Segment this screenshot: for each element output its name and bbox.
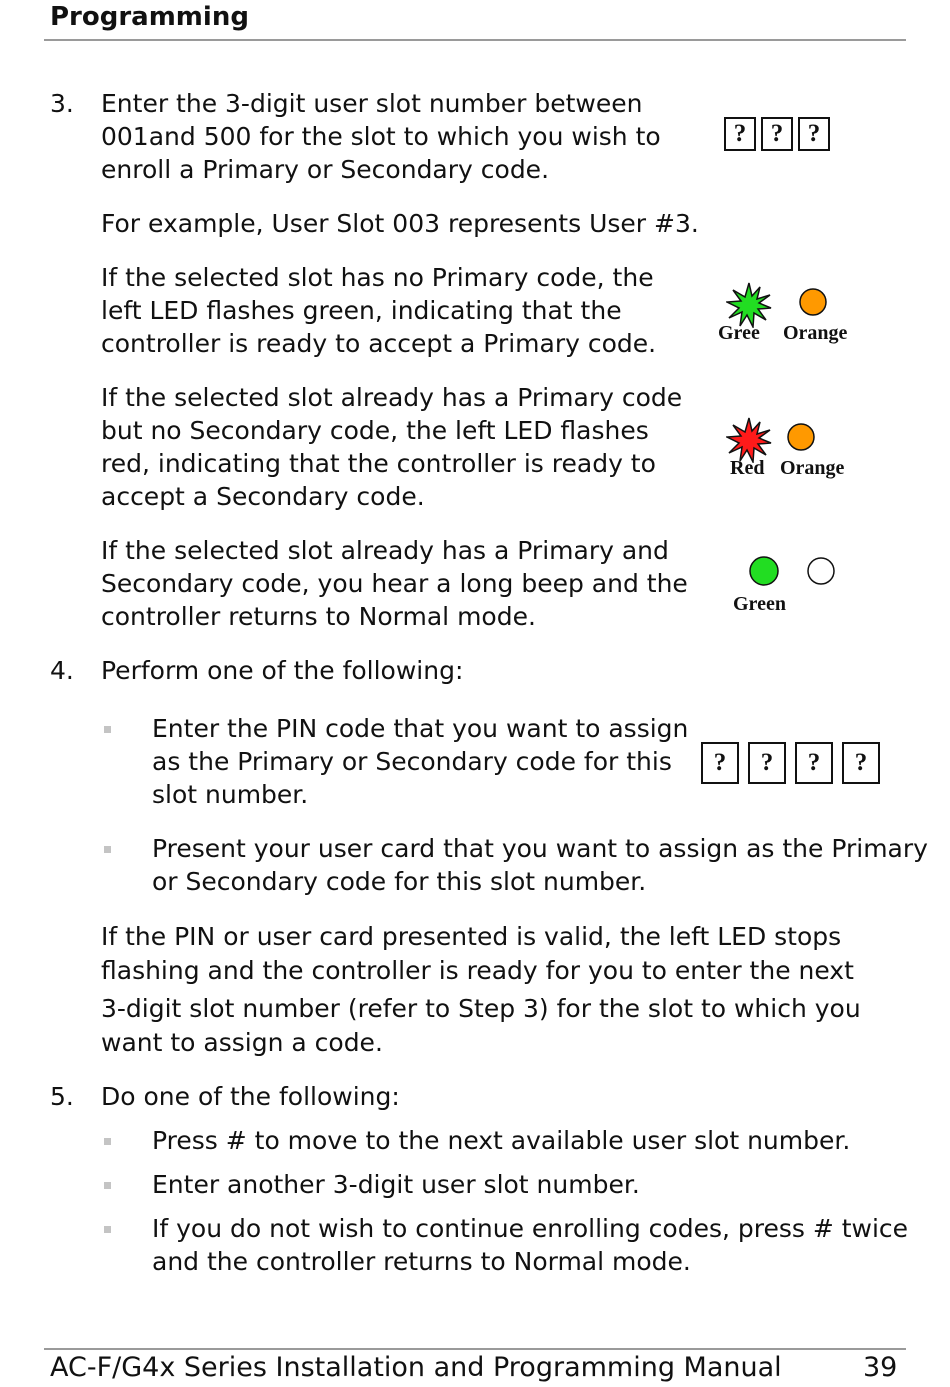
bullet (104, 1182, 111, 1189)
led-icon (806, 556, 836, 586)
step-3-intro: Enter the 3-digit user slot number between 001and 500 for the slot to which you wish to enroll a Primary or Secondary code. (101, 89, 661, 184)
led-left-label: Gree (718, 322, 760, 344)
header-rule (44, 39, 906, 41)
led-right-label: Orange (780, 457, 845, 479)
key-box: ? (842, 742, 880, 784)
step-4-intro: Perform one of the following: (101, 656, 464, 685)
pin-code-keys (701, 742, 880, 784)
step-4-number: 4. (50, 656, 74, 685)
step-3-both-codes: If the selected slot already has a Primary and Secondary code, you hear a long beep and the controller returns to Normal mode. (101, 536, 688, 631)
bullet (104, 1138, 111, 1145)
led-icon (798, 287, 828, 317)
step-4-valid-note: If the PIN or user card presented is valid, the left LED stops flashing and the controller is ready for you to enter the next 3-digit slot number (refer to Step 3) for the slot to which you want to assign a code. (101, 922, 861, 1057)
step-3-no-secondary: If the selected slot already has a Primary code but no Secondary code, the left LED flashes red, indicating that the controller is ready to accept a Secondary code. (101, 383, 683, 511)
step-3-number: 3. (50, 89, 74, 118)
led-left-label: Red (730, 457, 765, 479)
step-5-option-another: Enter another 3-digit user slot number. (152, 1170, 640, 1199)
key-box: ? (798, 117, 830, 151)
step-3-example: For example, User Slot 003 represents User #3. (101, 209, 699, 238)
led-green-flash (718, 282, 868, 352)
bullet (104, 726, 111, 733)
led-left-label: Green (733, 593, 786, 615)
bullet (104, 1226, 111, 1233)
slot-number-keys (724, 117, 830, 151)
key-box: ? (761, 117, 793, 151)
led-red-flash (724, 417, 874, 487)
led-icon (748, 555, 780, 587)
key-box: ? (701, 742, 739, 784)
key-box: ? (748, 742, 786, 784)
step-5-option-next: Press # to move to the next available user slot number. (152, 1126, 851, 1155)
step-5-number: 5. (50, 1082, 74, 1111)
footer-manual-title: AC-F/G4x Series Installation and Programming Manual (50, 1352, 782, 1383)
section-header: Programming (50, 2, 249, 32)
led-icon (786, 422, 816, 452)
step-3-no-primary: If the selected slot has no Primary code, the left LED flashes green, indicating that the controller is ready to accept a Primary code. (101, 263, 657, 358)
footer-rule (44, 1348, 906, 1350)
key-box: ? (724, 117, 756, 151)
bullet (104, 846, 111, 853)
step-4-option-pin: Enter the PIN code that you want to assign as the Primary or Secondary code for this slot number. (152, 714, 689, 809)
led-green-steady (730, 555, 850, 620)
step-5-intro: Do one of the following: (101, 1082, 400, 1111)
led-right-label: Orange (783, 322, 848, 344)
page-number: 39 (863, 1352, 898, 1383)
key-box: ? (795, 742, 833, 784)
step-5-option-exit: If you do not wish to continue enrolling codes, press # twice and the controller returns to Normal mode. (152, 1214, 909, 1276)
step-4-option-card: Present your user card that you want to assign as the Primary or Secondary code for this slot number. (152, 834, 928, 896)
